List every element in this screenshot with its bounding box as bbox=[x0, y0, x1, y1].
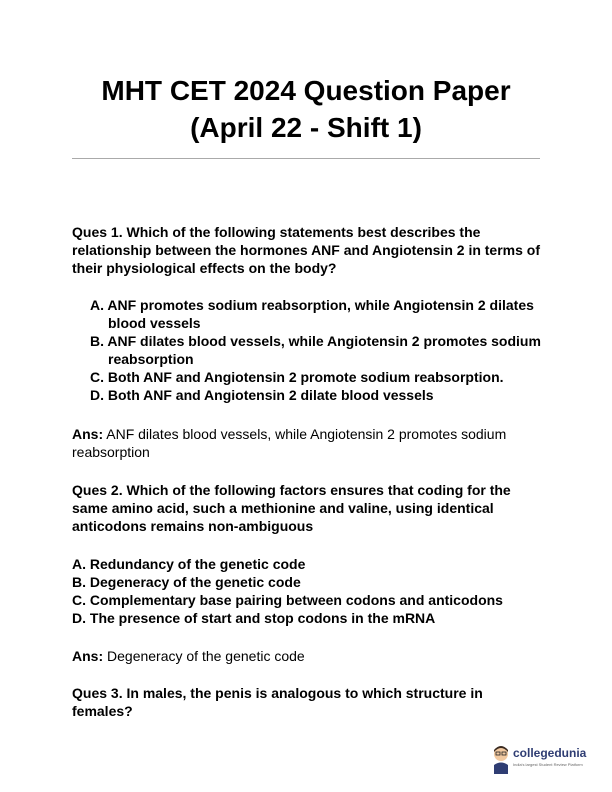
question-1-option-d: D. Both ANF and Angiotensin 2 dilate blood vessels bbox=[90, 387, 434, 403]
question-1-options bbox=[90, 296, 550, 404]
question-1-option-c: C. Both ANF and Angiotensin 2 promote sodium reabsorption. bbox=[90, 369, 504, 385]
answer-1-label: Ans: bbox=[72, 426, 104, 442]
title-line-1: MHT CET 2024 Question Paper bbox=[101, 75, 511, 106]
question-2-text: Which of the following factors ensures that coding for the same amino acid, such a methionine and valine, using identical anticodons remains non-ambiguous bbox=[72, 482, 511, 534]
page-title bbox=[0, 72, 612, 146]
question-2 bbox=[72, 481, 542, 535]
question-2-answer bbox=[72, 647, 542, 665]
logo-name: collegedunia bbox=[513, 746, 587, 760]
title-line-2: (April 22 - Shift 1) bbox=[190, 112, 422, 143]
question-2-option-d: D. The presence of start and stop codons in the mRNA bbox=[72, 610, 436, 626]
question-2-label: Ques 2. bbox=[72, 482, 123, 498]
question-1-label: Ques 1. bbox=[72, 224, 123, 240]
question-1 bbox=[72, 223, 542, 277]
answer-2-text: Degeneracy of the genetic code bbox=[107, 648, 305, 664]
title-divider bbox=[72, 158, 540, 159]
question-2-option-b: B. Degeneracy of the genetic code bbox=[72, 574, 301, 590]
question-2-option-c: C. Complementary base pairing between codons and anticodons bbox=[72, 592, 503, 608]
question-3 bbox=[72, 684, 542, 720]
question-1-text: Which of the following statements best describes the relationship between the hormones ANF and Angiotensin 2 in terms of their physiological effects on the body? bbox=[72, 224, 541, 276]
question-1-option-b: B. ANF dilates blood vessels, while Angiotensin 2 promotes sodium reabsorption bbox=[90, 333, 541, 367]
logo-tagline: India's largest Student Review Platform bbox=[513, 762, 583, 767]
collegedunia-logo bbox=[491, 742, 597, 778]
question-3-label: Ques 3. bbox=[72, 685, 123, 701]
question-1-option-a: A. ANF promotes sodium reabsorption, while Angiotensin 2 dilates blood vessels bbox=[90, 297, 534, 331]
question-3-text: In males, the penis is analogous to which structure in females? bbox=[72, 685, 483, 719]
answer-1-text: ANF dilates blood vessels, while Angiotensin 2 promotes sodium reabsorption bbox=[72, 426, 507, 460]
mascot-icon bbox=[491, 744, 511, 774]
question-2-option-a: A. Redundancy of the genetic code bbox=[72, 556, 306, 572]
question-1-answer bbox=[72, 425, 542, 461]
question-2-options bbox=[72, 555, 542, 627]
answer-2-label: Ans: bbox=[72, 648, 104, 664]
